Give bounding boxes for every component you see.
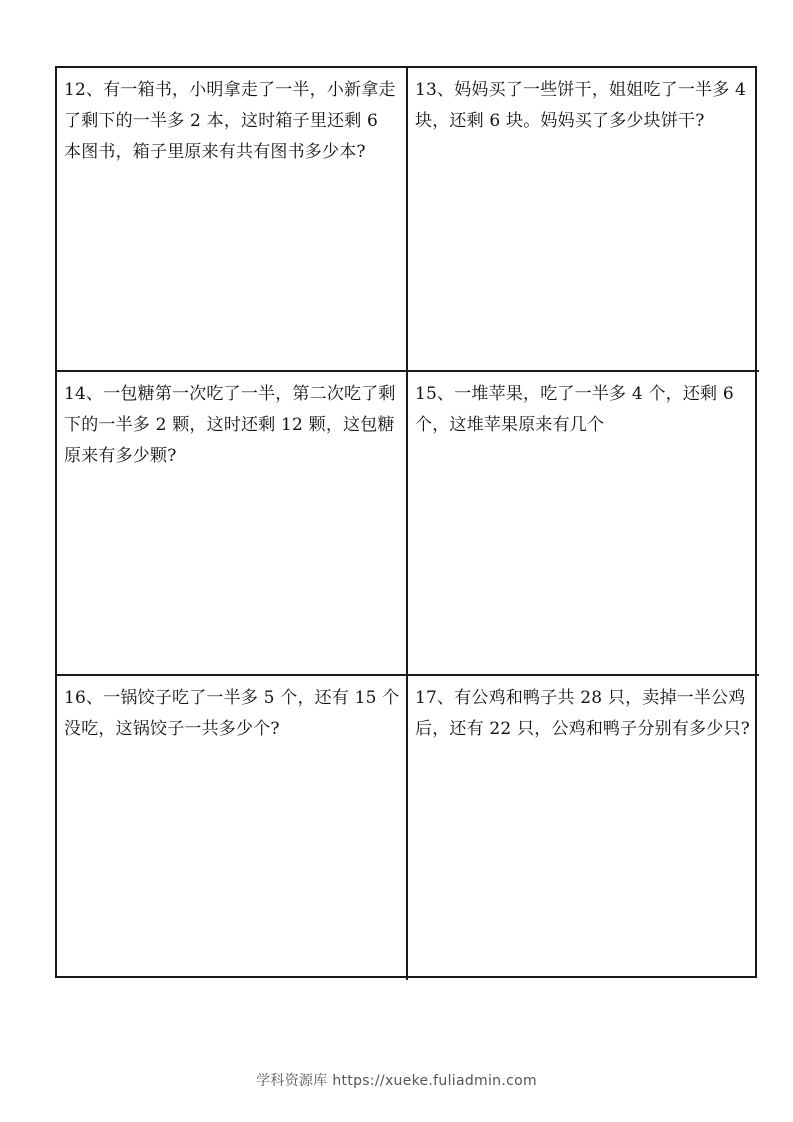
question-cell-12 (57, 68, 408, 372)
question-cell-13 (408, 68, 759, 372)
question-13-text: 13、妈妈买了一些饼干，姐姐吃了一半多 4 块，还剩 6 块。妈妈买了多少块饼干? (415, 80, 747, 131)
question-16-text: 16、一锅饺子吃了一半多 5 个，还有 15 个没吃，这锅饺子一共多少个? (64, 688, 400, 739)
question-15-text: 15、一堆苹果，吃了一半多 4 个，还剩 6 个，这堆苹果原来有几个 (415, 384, 734, 435)
question-14-text: 14、一包糖第一次吃了一半，第二次吃了剩下的一半多 2 颗，这时还剩 12 颗，这包糖原来有多少颗? (64, 384, 396, 466)
footer-watermark: 学科资源库 https://xueke.fuliadmin.com (256, 1073, 537, 1089)
question-cell-16 (57, 676, 408, 980)
question-cell-14 (57, 372, 408, 676)
question-cell-17 (408, 676, 759, 980)
question-12-text: 12、有一箱书，小明拿走了一半，小新拿走了剩下的一半多 2 本，这时箱子里还剩 6 本图书，箱子里原来有共有图书多少本? (64, 80, 396, 162)
worksheet-grid (55, 66, 757, 978)
question-17-text: 17、有公鸡和鸭子共 28 只，卖掉一半公鸡后，还有 22 只，公鸡和鸭子分别有多少只? (415, 688, 750, 739)
question-cell-15 (408, 372, 759, 676)
